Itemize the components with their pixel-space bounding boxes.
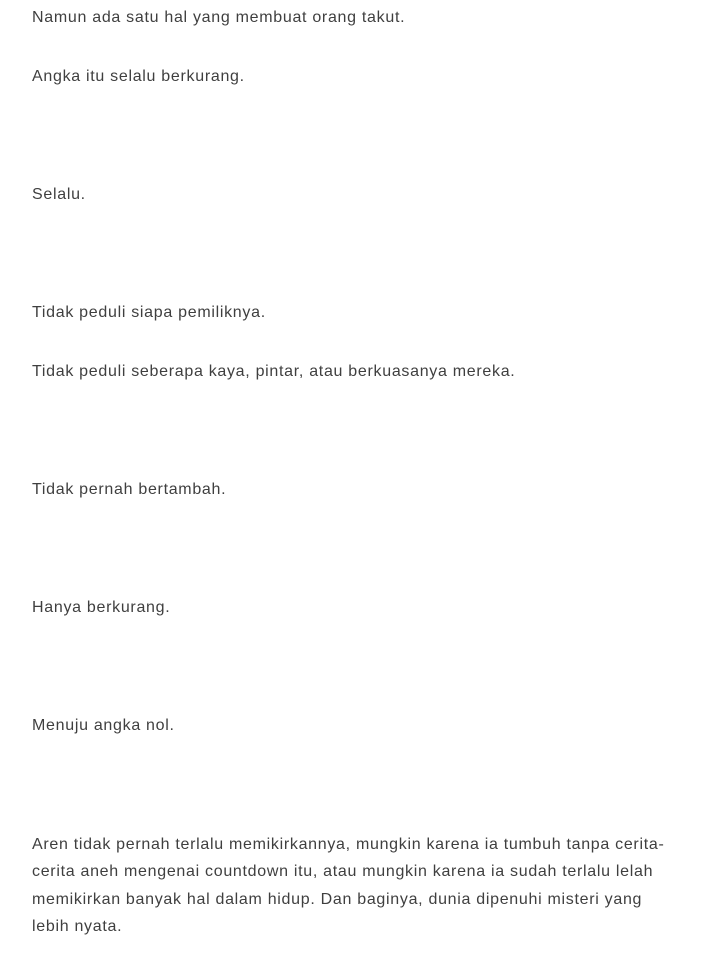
text-line: Tidak peduli siapa pemiliknya.	[32, 304, 266, 321]
text-line: Menuju angka nol.	[32, 717, 175, 734]
text-line: Angka itu selalu berkurang.	[32, 68, 245, 85]
text-line: Tidak peduli seberapa kaya, pintar, atau berkuasanya mereka.	[32, 363, 516, 380]
closing-paragraph: Aren tidak pernah terlalu memikirkannya, mungkin karena ia tumbuh tanpa cerita-cerita aneh mengenai countdown itu, atau mungkin karena ia sudah terlalu lelah memikirkan banyak hal dalam hidup. Dan baginya, dunia dipenuhi misteri yang lebih nyata.	[32, 836, 665, 936]
text-line: Namun ada satu hal yang membuat orang takut.	[32, 9, 406, 26]
text-line: Tidak pernah bertambah.	[32, 481, 227, 498]
text-line: Selalu.	[32, 186, 86, 203]
text-line: Hanya berkurang.	[32, 599, 171, 616]
